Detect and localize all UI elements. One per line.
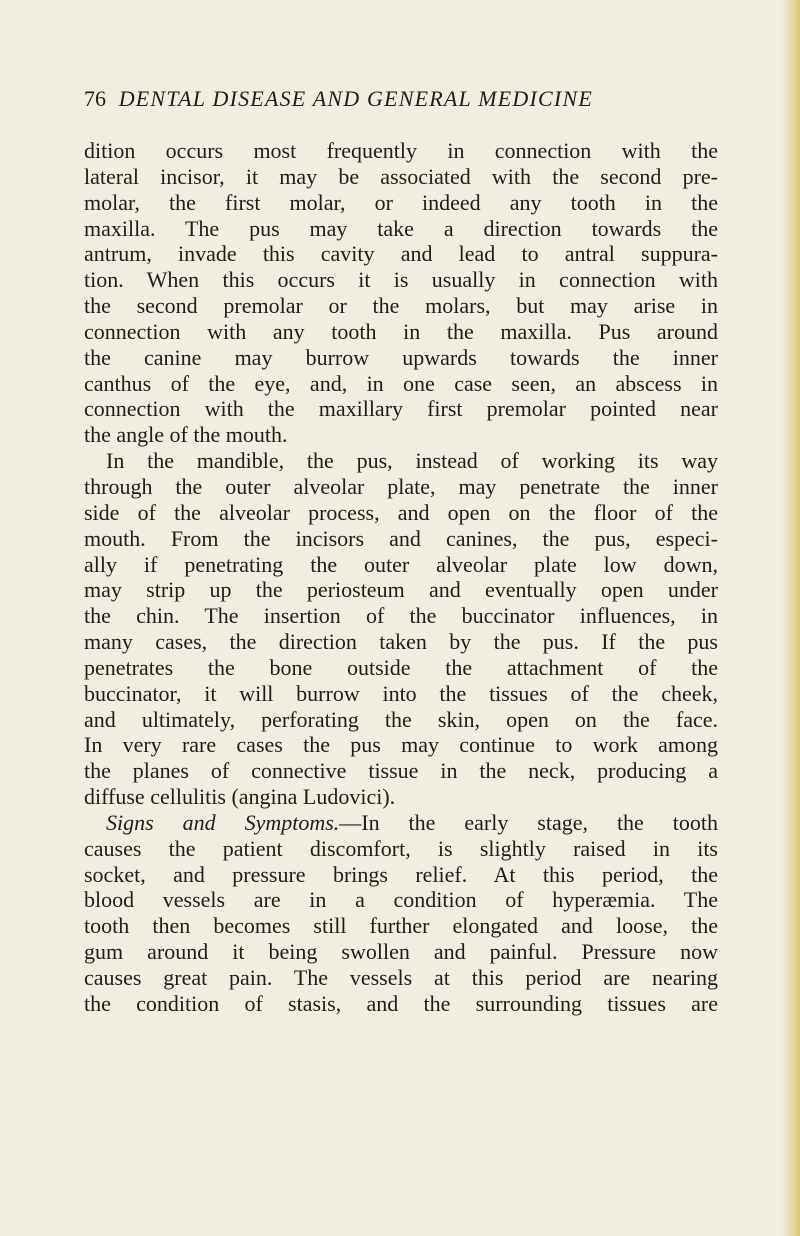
text-line: buccinator, it will burrow into the tissues of the cheek, bbox=[84, 680, 718, 706]
text-line: socket, and pressure brings relief. At this period, the bbox=[84, 861, 718, 887]
text-line: causes the patient discomfort, is slightly raised in its bbox=[84, 835, 718, 861]
text-line bbox=[84, 810, 718, 836]
text-line: connection with any tooth in the maxilla. Pus around bbox=[84, 318, 718, 344]
text-line: tion. When this occurs it is usually in connection with bbox=[84, 267, 718, 293]
text-line: maxilla. The pus may take a direction towards the bbox=[84, 215, 718, 241]
text-line: canthus of the eye, and, in one case seen, an abscess in bbox=[84, 370, 718, 396]
text-line: In very rare cases the pus may continue to work among bbox=[84, 732, 718, 758]
text-line: may strip up the periosteum and eventually open under bbox=[84, 577, 718, 603]
text-line: causes great pain. The vessels at this period are nearing bbox=[84, 965, 718, 990]
text-line: penetrates the bone outside the attachment of the bbox=[84, 654, 718, 680]
text-line: through the outer alveolar plate, may penetrate the inner bbox=[84, 473, 718, 499]
page-edge bbox=[782, 0, 800, 1236]
text-line: the canine may burrow upwards towards the inner bbox=[84, 344, 718, 370]
text-line: many cases, the direction taken by the pus. If the pus bbox=[84, 629, 718, 655]
text-line: In the mandible, the pus, instead of working its way bbox=[106, 448, 718, 474]
text-line: the planes of connective tissue in the neck, producing a bbox=[84, 758, 718, 784]
text-line: antrum, invade this cavity and lead to antral suppura- bbox=[84, 241, 718, 267]
text-line: tooth then becomes still further elongated and loose, the bbox=[84, 913, 718, 939]
text-line: mouth. From the incisors and canines, the pus, especi- bbox=[84, 525, 718, 551]
text-run: —In the early stage, the tooth bbox=[339, 809, 718, 835]
text-line: dition occurs most frequently in connection with the bbox=[84, 138, 718, 163]
text-line: gum around it being swollen and painful. Pressure now bbox=[84, 939, 718, 965]
text-line: connection with the maxillary first premolar pointed near bbox=[84, 396, 718, 422]
text-line: the chin. The insertion of the buccinator influences, in bbox=[84, 603, 718, 629]
text-line: side of the alveolar process, and open on the floor of the bbox=[84, 499, 718, 525]
running-title: DENTAL DISEASE AND GENERAL MEDICINE bbox=[118, 86, 593, 111]
text-line: molar, the first molar, or indeed any tooth in the bbox=[84, 189, 718, 215]
section-subheading: Signs and Symptoms. bbox=[106, 809, 340, 835]
text-line: the angle of the mouth. bbox=[84, 422, 288, 448]
text-line: the condition of stasis, and the surrounding tissues are bbox=[84, 990, 718, 1016]
text-line: and ultimately, perforating the skin, open on the face. bbox=[84, 706, 718, 732]
body-text bbox=[84, 138, 718, 1017]
running-header bbox=[84, 86, 724, 116]
text-line: lateral incisor, it may be associated with the second pre- bbox=[84, 163, 718, 189]
page-number: 76 bbox=[84, 86, 106, 111]
text-line: ally if penetrating the outer alveolar plate low down, bbox=[84, 551, 718, 577]
text-line: blood vessels are in a condition of hyperæmia. The bbox=[84, 887, 718, 913]
text-line: diffuse cellulitis (angina Ludovici). bbox=[84, 784, 396, 810]
text-line: the second premolar or the molars, but may arise in bbox=[84, 293, 718, 319]
